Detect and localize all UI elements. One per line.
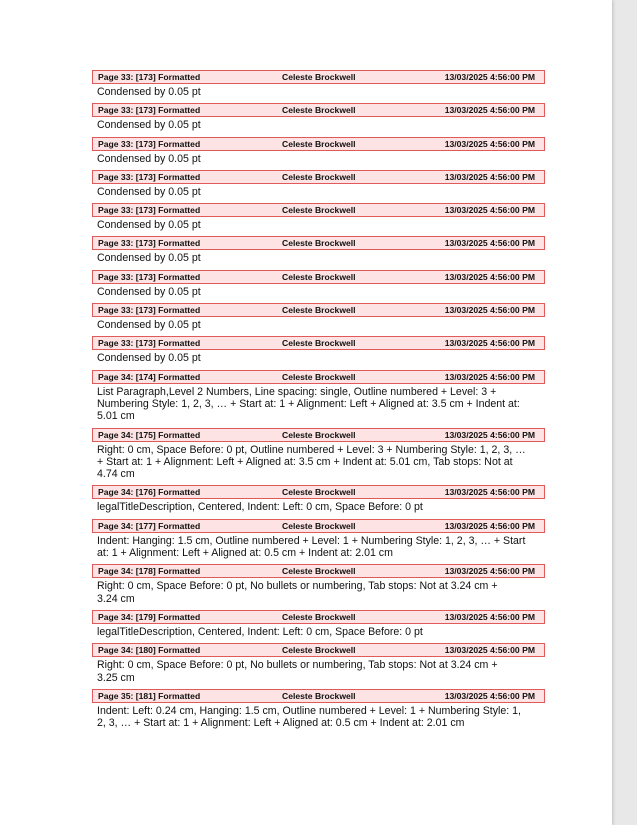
- revision-entry: [92, 485, 545, 518]
- revision-date: 13/03/2025 4:56:00 PM: [444, 645, 535, 656]
- revision-author: Celeste Brockwell: [282, 520, 356, 531]
- revision-page-ref: Page 33: [173] Formatted: [98, 338, 201, 349]
- revision-author: Celeste Brockwell: [282, 105, 356, 116]
- revision-date: 13/03/2025 4:56:00 PM: [444, 566, 535, 577]
- revision-author: Celeste Brockwell: [282, 138, 356, 149]
- revision-entry: [92, 428, 545, 486]
- revision-entry: [92, 170, 545, 203]
- revision-entry: [92, 519, 545, 565]
- revision-author: Celeste Brockwell: [282, 611, 356, 622]
- revision-date: 13/03/2025 4:56:00 PM: [444, 338, 535, 349]
- revision-author: Celeste Brockwell: [282, 566, 356, 577]
- revision-header: [92, 236, 545, 250]
- revision-page-ref: Page 33: [173] Formatted: [98, 238, 201, 249]
- revision-date: 13/03/2025 4:56:00 PM: [444, 72, 535, 82]
- revision-entry: [92, 610, 545, 643]
- revision-header: [92, 103, 545, 117]
- revision-author: Celeste Brockwell: [282, 238, 356, 249]
- revision-description: Right: 0 cm, Space Before: 0 pt, No bullets or numbering, Tab stops: Not at 3.24 cm + 3.24 cm: [97, 580, 498, 605]
- revision-author: Celeste Brockwell: [282, 171, 356, 182]
- revision-date: 13/03/2025 4:56:00 PM: [444, 271, 535, 282]
- revision-header: [92, 70, 545, 84]
- revision-author: Celeste Brockwell: [282, 371, 356, 382]
- revision-page-ref: Page 35: [181] Formatted: [98, 690, 201, 701]
- revision-description: List Paragraph,Level 2 Numbers, Line spacing: single, Outline numbered + Level: 3 + Numbering Style: 1, 2, 3, … + Start at: 1 + Alignment: Left + Aligned at: 3.5 cm + Indent at: 5.01 cm: [97, 385, 520, 423]
- revision-header: [92, 303, 545, 317]
- revision-header: [92, 137, 545, 151]
- revision-author: Celeste Brockwell: [282, 205, 356, 216]
- revision-description: Condensed by 0.05 pt: [97, 285, 201, 298]
- revision-description: Condensed by 0.05 pt: [97, 119, 201, 132]
- revision-author: Celeste Brockwell: [282, 72, 356, 82]
- revision-date: 13/03/2025 4:56:00 PM: [444, 305, 535, 316]
- revision-page-ref: Page 34: [174] Formatted: [98, 371, 201, 382]
- revision-date: 13/03/2025 4:56:00 PM: [444, 371, 535, 382]
- revision-description: Indent: Hanging: 1.5 cm, Outline numbered + Level: 1 + Numbering Style: 1, 2, 3, … + Start at: 1 + Alignment: Left + Aligned at: 0.5 cm + Indent at: 2.01 cm: [97, 534, 526, 560]
- revision-header: [92, 689, 545, 703]
- revision-page-ref: Page 33: [173] Formatted: [98, 305, 201, 316]
- revision-entry: [92, 270, 545, 303]
- revision-entry: [92, 303, 545, 336]
- revision-header: [92, 336, 545, 350]
- revision-date: 13/03/2025 4:56:00 PM: [444, 690, 535, 701]
- revision-entry: [92, 643, 545, 689]
- revision-entry: [92, 70, 545, 103]
- revision-description: Condensed by 0.05 pt: [97, 219, 201, 232]
- revision-date: 13/03/2025 4:56:00 PM: [444, 138, 535, 149]
- revision-description: legalTitleDescription, Centered, Indent: Left: 0 cm, Space Before: 0 pt: [97, 501, 423, 514]
- revision-page-ref: Page 34: [176] Formatted: [98, 487, 201, 498]
- revision-page-ref: Page 34: [180] Formatted: [98, 645, 201, 656]
- revision-author: Celeste Brockwell: [282, 305, 356, 316]
- revision-description: Right: 0 cm, Space Before: 0 pt, Outline numbered + Level: 3 + Numbering Style: 1, 2, 3, … + Start at: 1 + Alignment: Left + Aligned at: 3.5 cm + Indent at: 5.01 cm, Tab stops: Not at 4.74 cm: [97, 443, 526, 481]
- revision-description: Right: 0 cm, Space Before: 0 pt, No bullets or numbering, Tab stops: Not at 3.24 cm + 3.25 cm: [97, 659, 498, 684]
- revision-header: [92, 564, 545, 578]
- revision-header: [92, 519, 545, 533]
- revision-author: Celeste Brockwell: [282, 271, 356, 282]
- revision-page-ref: Page 33: [173] Formatted: [98, 205, 201, 216]
- revision-header: [92, 370, 545, 384]
- revision-list: [92, 70, 545, 734]
- revision-page-ref: Page 34: [179] Formatted: [98, 611, 201, 622]
- revision-description: legalTitleDescription, Centered, Indent: Left: 0 cm, Space Before: 0 pt: [97, 625, 423, 638]
- revision-date: 13/03/2025 4:56:00 PM: [444, 520, 535, 531]
- revision-page-ref: Page 33: [173] Formatted: [98, 271, 201, 282]
- revision-page-ref: Page 33: [173] Formatted: [98, 105, 201, 116]
- revision-author: Celeste Brockwell: [282, 338, 356, 349]
- revision-date: 13/03/2025 4:56:00 PM: [444, 611, 535, 622]
- revision-entry: [92, 236, 545, 269]
- revision-header: [92, 203, 545, 217]
- revision-page-ref: Page 34: [177] Formatted: [98, 520, 201, 531]
- revision-header: [92, 610, 545, 624]
- revision-header: [92, 485, 545, 499]
- revision-entry: [92, 103, 545, 136]
- revision-date: 13/03/2025 4:56:00 PM: [444, 205, 535, 216]
- revision-header: [92, 428, 545, 442]
- revision-page-ref: Page 33: [173] Formatted: [98, 72, 201, 82]
- revision-date: 13/03/2025 4:56:00 PM: [444, 171, 535, 182]
- revision-page-ref: Page 33: [173] Formatted: [98, 138, 201, 149]
- revision-description: Condensed by 0.05 pt: [97, 152, 201, 165]
- revision-date: 13/03/2025 4:56:00 PM: [444, 487, 535, 498]
- revision-description: Condensed by 0.05 pt: [97, 319, 201, 332]
- revision-entry: [92, 336, 545, 369]
- revision-description: Indent: Left: 0.24 cm, Hanging: 1.5 cm, Outline numbered + Level: 1 + Numbering Style: 1, 2, 3, … + Start at: 1 + Alignment: Left + Aligned at: 0.5 cm + Indent at: 2.01 cm: [97, 704, 521, 730]
- revision-description: Condensed by 0.05 pt: [97, 185, 201, 198]
- revision-header: [92, 643, 545, 657]
- revision-author: Celeste Brockwell: [282, 690, 356, 701]
- revision-entry: [92, 564, 545, 610]
- revision-description: Condensed by 0.05 pt: [97, 352, 201, 365]
- revision-entry: [92, 370, 545, 428]
- revision-page-ref: Page 33: [173] Formatted: [98, 171, 201, 182]
- revision-description: Condensed by 0.05 pt: [97, 252, 201, 265]
- revision-header: [92, 270, 545, 284]
- revision-date: 13/03/2025 4:56:00 PM: [444, 238, 535, 249]
- revision-author: Celeste Brockwell: [282, 487, 356, 498]
- revision-date: 13/03/2025 4:56:00 PM: [444, 105, 535, 116]
- revision-page-ref: Page 34: [175] Formatted: [98, 429, 201, 440]
- revision-description: Condensed by 0.05 pt: [97, 86, 201, 98]
- revision-date: 13/03/2025 4:56:00 PM: [444, 429, 535, 440]
- revision-entry: [92, 203, 545, 236]
- revision-entry: [92, 689, 545, 735]
- revision-author: Celeste Brockwell: [282, 429, 356, 440]
- revision-entry: [92, 137, 545, 170]
- revision-header: [92, 170, 545, 184]
- revision-author: Celeste Brockwell: [282, 645, 356, 656]
- revision-page-ref: Page 34: [178] Formatted: [98, 566, 201, 577]
